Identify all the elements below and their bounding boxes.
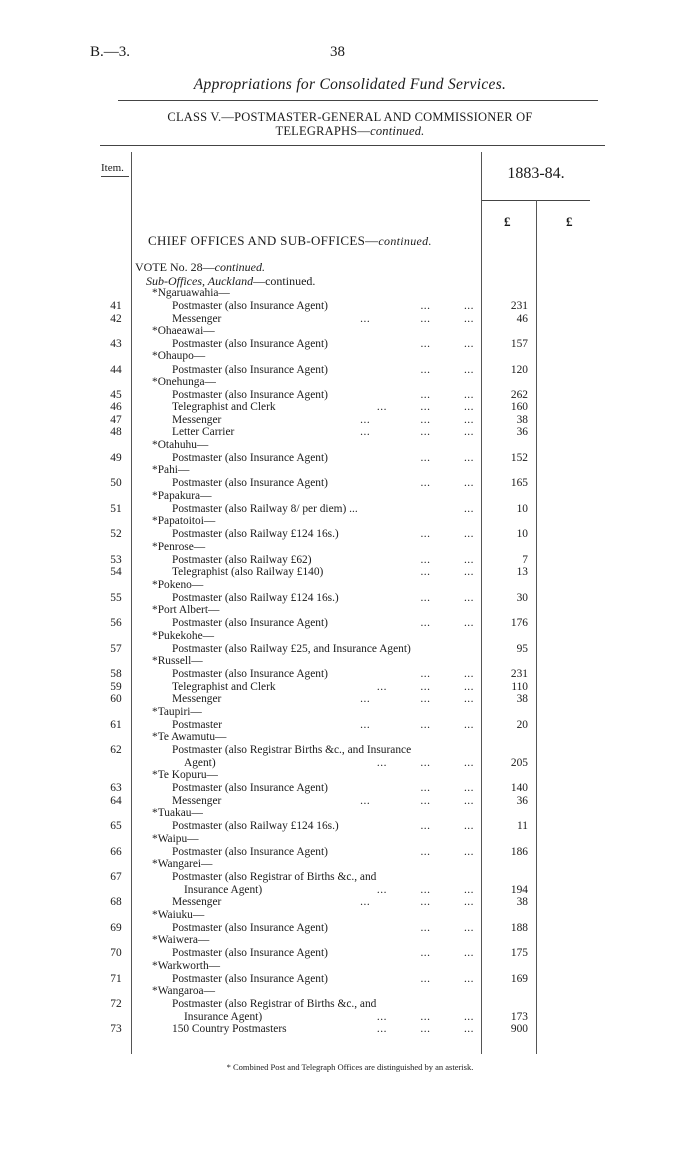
- amount-value: 120: [510, 363, 528, 376]
- office-name: *Onehunga—: [152, 375, 216, 388]
- leader-dots: ...: [463, 502, 474, 515]
- item-number: 48: [110, 426, 122, 439]
- office-name: *Warkworth—: [152, 959, 221, 972]
- item-number: 58: [110, 668, 122, 681]
- amount-value: 110: [511, 680, 528, 693]
- table-row: [0, 604, 700, 617]
- leader-dots: ... ...: [420, 477, 474, 490]
- year-column-header: 1883-84.: [507, 165, 565, 182]
- leader-dots: ... ... ...: [376, 680, 474, 693]
- row-description: Postmaster (also Registrar of Births &c., and: [172, 998, 377, 1010]
- item-number: 42: [110, 312, 122, 325]
- table-row: [0, 960, 700, 973]
- leader-dots: ... ...: [420, 591, 474, 604]
- table-row: [0, 313, 700, 326]
- table-row: [0, 439, 700, 452]
- amount-value: 38: [516, 693, 528, 706]
- leader-dots: ... ... ...: [376, 1022, 474, 1035]
- amount-value: 175: [510, 947, 528, 959]
- row-description: Messenger: [172, 693, 222, 706]
- office-name: *Otahuhu—: [152, 438, 209, 451]
- item-number: 71: [110, 972, 122, 985]
- table-row: [0, 858, 700, 871]
- office-name: *Pahi—: [152, 464, 190, 477]
- table-row: [0, 338, 700, 351]
- row-description: Postmaster (also Insurance Agent): [172, 921, 328, 934]
- office-name: *Pukekohe—: [152, 629, 215, 642]
- leader-dots: ... ...: [420, 820, 474, 833]
- office-name: *Penrose—: [152, 540, 206, 553]
- row-description: Telegraphist and Clerk: [172, 680, 276, 693]
- item-number: 41: [110, 300, 122, 313]
- table-row: [0, 871, 700, 884]
- table-row: [0, 731, 700, 744]
- leader-dots: ... ...: [420, 947, 474, 959]
- row-description: Messenger: [172, 794, 222, 807]
- item-number: 43: [110, 338, 122, 350]
- row-description: Postmaster (also Insurance Agent): [172, 363, 328, 376]
- amount-value: 7: [522, 553, 528, 566]
- leader-dots: ... ...: [420, 668, 474, 681]
- office-name: *Tuakau—: [152, 807, 203, 820]
- leader-dots: ... ... ...: [360, 718, 474, 731]
- leader-dots: ... ...: [420, 782, 474, 795]
- item-number: 67: [110, 871, 122, 884]
- office-name: *Papakura—: [152, 489, 212, 502]
- amount-value: 152: [510, 451, 528, 464]
- leader-dots: ... ...: [420, 566, 474, 579]
- amount-value: 173: [510, 1010, 528, 1023]
- table-row: [0, 643, 700, 656]
- table-row: [0, 503, 700, 516]
- item-number: 72: [110, 998, 122, 1010]
- table-row: [0, 985, 700, 998]
- row-description: Postmaster: [172, 718, 222, 731]
- item-number: 50: [110, 477, 122, 490]
- sub-offices-italic: Sub-Offices, Auckland: [146, 274, 254, 288]
- amount-value: 20: [516, 718, 528, 731]
- table-row: [0, 477, 700, 490]
- amount-value: 231: [510, 300, 528, 313]
- item-number: 57: [110, 642, 122, 655]
- leader-dots: ... ...: [420, 363, 474, 376]
- amount-value: 176: [510, 617, 528, 630]
- row-description: Postmaster (also Insurance Agent): [172, 845, 328, 858]
- table-row: [0, 566, 700, 579]
- amount-value: 140: [510, 782, 528, 795]
- leader-dots: ... ... ...: [376, 756, 474, 769]
- office-name: Insurance Agent): [184, 883, 263, 896]
- table-row: [0, 325, 700, 338]
- table-row: [0, 884, 700, 897]
- sub-offices-rest: —continued.: [253, 274, 316, 288]
- table-row: [0, 922, 700, 935]
- amount-value: 900: [510, 1022, 528, 1035]
- office-name: *Ohaeawai—: [152, 324, 215, 337]
- table-row: [0, 744, 700, 757]
- row-description: Postmaster (also Insurance Agent): [172, 477, 328, 490]
- table-row: [0, 846, 700, 859]
- row-description: Postmaster (also Insurance Agent): [172, 947, 328, 959]
- amount-value: 231: [510, 668, 528, 681]
- amount-value: 165: [510, 477, 528, 490]
- table-row: [0, 389, 700, 402]
- amount-value: 205: [510, 756, 528, 769]
- table-row: [0, 376, 700, 389]
- office-name: *Te Awamutu—: [152, 731, 227, 744]
- item-number: 53: [110, 553, 122, 566]
- office-name: *Waiuku—: [152, 908, 205, 921]
- table-row: [0, 655, 700, 668]
- leader-dots: ... ... ...: [360, 794, 474, 807]
- leader-dots: ... ... ...: [360, 426, 474, 439]
- amount-value: 46: [516, 312, 528, 325]
- row-description: Letter Carrier: [172, 426, 235, 439]
- class-heading-line1: CLASS V.—POSTMASTER-GENERAL AND COMMISSIONER OF: [167, 110, 533, 124]
- item-number: 49: [110, 451, 122, 464]
- table-row: [0, 579, 700, 592]
- office-name: Insurance Agent): [184, 1010, 263, 1023]
- table-row: [0, 490, 700, 503]
- class-heading-caps: TELEGRAPHS—: [275, 124, 371, 138]
- class-heading-line2: [0, 124, 700, 139]
- leader-dots: ... ...: [420, 972, 474, 985]
- amount-value: 194: [510, 883, 528, 896]
- section-heading: [148, 233, 432, 249]
- amount-value: 38: [516, 896, 528, 908]
- item-number: 73: [110, 1022, 122, 1035]
- leader-dots: ... ...: [420, 300, 474, 313]
- table-row: [0, 769, 700, 782]
- item-number: 54: [110, 566, 122, 579]
- item-number: 51: [110, 502, 122, 515]
- page-number: 38: [330, 44, 345, 60]
- page-title: Appropriations for Consolidated Fund Services.: [193, 76, 507, 93]
- row-description: Postmaster (also Insurance Agent): [172, 451, 328, 464]
- row-description: Postmaster (also Railway £124 16s.): [172, 528, 339, 541]
- item-number: 65: [110, 820, 122, 833]
- row-description: Postmaster (also Railway £62): [172, 553, 312, 566]
- item-number: 68: [110, 896, 122, 908]
- class-heading-italic: continued.: [370, 124, 425, 138]
- vote-heading-caps: VOTE No. 28—: [135, 260, 215, 274]
- amount-value: 11: [517, 820, 528, 833]
- row-description: Postmaster (also Registrar of Births &c., and: [172, 871, 377, 884]
- title-rule: [118, 100, 598, 101]
- office-name: *Ohaupo—: [152, 350, 206, 363]
- leader-dots: ... ...: [420, 338, 474, 350]
- row-description: Postmaster (also Insurance Agent): [172, 389, 328, 401]
- leader-dots: ... ... ...: [376, 401, 474, 414]
- amount-value: 188: [510, 921, 528, 934]
- table-row: [0, 681, 700, 694]
- leader-dots: ... ...: [420, 528, 474, 541]
- item-number: 64: [110, 794, 122, 807]
- amount-value: 30: [516, 591, 528, 604]
- office-name: *Taupiri—: [152, 705, 202, 718]
- office-name: Agent): [184, 756, 216, 769]
- item-number: 70: [110, 947, 122, 959]
- table-row: [0, 364, 700, 377]
- table-row: [0, 350, 700, 363]
- table-row: [0, 617, 700, 630]
- row-description: Messenger: [172, 312, 222, 325]
- amount-value: 36: [516, 426, 528, 439]
- table-row: [0, 693, 700, 706]
- leader-dots: ... ... ...: [360, 312, 474, 325]
- office-name: *Waiwera—: [152, 934, 210, 946]
- table-row: [0, 401, 700, 414]
- amount-value: 13: [516, 566, 528, 579]
- row-description: Telegraphist and Clerk: [172, 401, 276, 414]
- table-row: [0, 414, 700, 427]
- office-name: *Russell—: [152, 655, 203, 668]
- table-row: [0, 554, 700, 567]
- item-number: 66: [110, 845, 122, 858]
- item-column-header: Item.: [101, 162, 124, 174]
- table-row: [0, 757, 700, 770]
- table-row: [0, 719, 700, 732]
- header-rule-top: [100, 145, 605, 146]
- amount-value: 10: [516, 528, 528, 541]
- table-row: [0, 541, 700, 554]
- item-header-underline: [101, 176, 129, 177]
- row-description: 150 Country Postmasters: [172, 1022, 287, 1035]
- table-row: [0, 426, 700, 439]
- amount-value: 10: [516, 502, 528, 515]
- office-name: *Te Kopuru—: [152, 769, 218, 782]
- table-row: [0, 947, 700, 960]
- item-number: 45: [110, 389, 122, 401]
- table-row: [0, 807, 700, 820]
- row-description: Postmaster (also Insurance Agent): [172, 972, 328, 985]
- table-row: [0, 515, 700, 528]
- section-heading-italic: continued.: [378, 234, 432, 248]
- leader-dots: ... ...: [420, 553, 474, 566]
- currency-symbol-left: £: [504, 214, 511, 229]
- row-description: Postmaster (also Railway £124 16s.): [172, 591, 339, 604]
- leader-dots: ... ... ...: [376, 1010, 474, 1023]
- vote-heading-italic: continued.: [214, 260, 265, 274]
- item-number: 55: [110, 591, 122, 604]
- row-description: Postmaster (also Insurance Agent): [172, 668, 328, 681]
- table-row: [0, 833, 700, 846]
- item-number: 56: [110, 617, 122, 630]
- vote-heading: [135, 260, 265, 275]
- row-description: Messenger: [172, 413, 222, 426]
- item-number: 52: [110, 528, 122, 541]
- office-name: *Papatoitoi—: [152, 515, 216, 528]
- row-description: Postmaster (also Insurance Agent): [172, 338, 328, 350]
- table-row: [0, 452, 700, 465]
- leader-dots: ... ...: [420, 617, 474, 630]
- office-name: *Waipu—: [152, 832, 199, 845]
- office-name: *Port Albert—: [152, 604, 220, 617]
- amount-value: 157: [510, 338, 528, 350]
- item-number: 69: [110, 921, 122, 934]
- item-number: 44: [110, 363, 122, 376]
- amount-value: 36: [516, 794, 528, 807]
- table-row: [0, 909, 700, 922]
- row-description: Postmaster (also Railway 8/ per diem) ...: [172, 502, 358, 515]
- row-description: Postmaster (also Railway £124 16s.): [172, 820, 339, 833]
- leader-dots: ... ...: [420, 451, 474, 464]
- amount-value: 160: [510, 401, 528, 414]
- footnote: * Combined Post and Telegraph Offices are distinguished by an asterisk.: [226, 1062, 474, 1072]
- item-number: 62: [110, 744, 122, 757]
- office-name: *Ngaruawahia—: [152, 287, 230, 299]
- row-description: Telegraphist (also Railway £140): [172, 566, 324, 579]
- leader-dots: ... ... ...: [360, 413, 474, 426]
- table-row: [0, 1023, 700, 1036]
- table-row: [0, 795, 700, 808]
- table-row: [0, 998, 700, 1011]
- leader-dots: ... ... ...: [360, 896, 474, 908]
- leader-dots: ... ...: [420, 921, 474, 934]
- table-row: [0, 820, 700, 833]
- table-row: [0, 934, 700, 947]
- amount-value: 38: [516, 413, 528, 426]
- table-row: [0, 706, 700, 719]
- item-number: 61: [110, 718, 122, 731]
- item-number: 46: [110, 401, 122, 414]
- row-description: Postmaster (also Insurance Agent): [172, 782, 328, 795]
- leader-dots: ... ... ...: [376, 883, 474, 896]
- item-number: 63: [110, 782, 122, 795]
- row-description: Postmaster (also Registrar Births &c., and Insurance: [172, 744, 412, 757]
- table-row: [0, 973, 700, 986]
- amount-value: 186: [510, 845, 528, 858]
- row-description: Messenger: [172, 896, 222, 908]
- table-row: [0, 896, 700, 909]
- office-name: *Wangaroa—: [152, 985, 215, 997]
- table-row: [0, 630, 700, 643]
- page-reference: B.—3.: [90, 44, 131, 60]
- table-row: [0, 464, 700, 477]
- row-description: Postmaster (also Insurance Agent): [172, 617, 328, 630]
- leader-dots: ... ...: [420, 845, 474, 858]
- item-number: 47: [110, 413, 122, 426]
- leader-dots: ... ...: [420, 389, 474, 401]
- table-row: [0, 300, 700, 313]
- table-row: [0, 528, 700, 541]
- table-row: [0, 592, 700, 605]
- amount-value: 95: [516, 642, 528, 655]
- item-number: 60: [110, 693, 122, 706]
- table-row: [0, 287, 700, 300]
- item-number: 59: [110, 680, 122, 693]
- office-name: *Pokeno—: [152, 578, 204, 591]
- currency-symbol-right: £: [566, 214, 573, 229]
- table-row: [0, 1011, 700, 1024]
- table-row: [0, 782, 700, 795]
- office-name: *Wangarei—: [152, 858, 213, 871]
- row-description: Postmaster (also Insurance Agent): [172, 300, 328, 313]
- section-heading-caps: CHIEF OFFICES AND SUB-OFFICES—: [148, 233, 379, 248]
- amount-value: 169: [510, 972, 528, 985]
- leader-dots: ... ... ...: [360, 693, 474, 706]
- amount-value: 262: [510, 389, 528, 401]
- row-description: Postmaster (also Railway £25, and Insurance Agent): [172, 642, 411, 655]
- table-row: [0, 668, 700, 681]
